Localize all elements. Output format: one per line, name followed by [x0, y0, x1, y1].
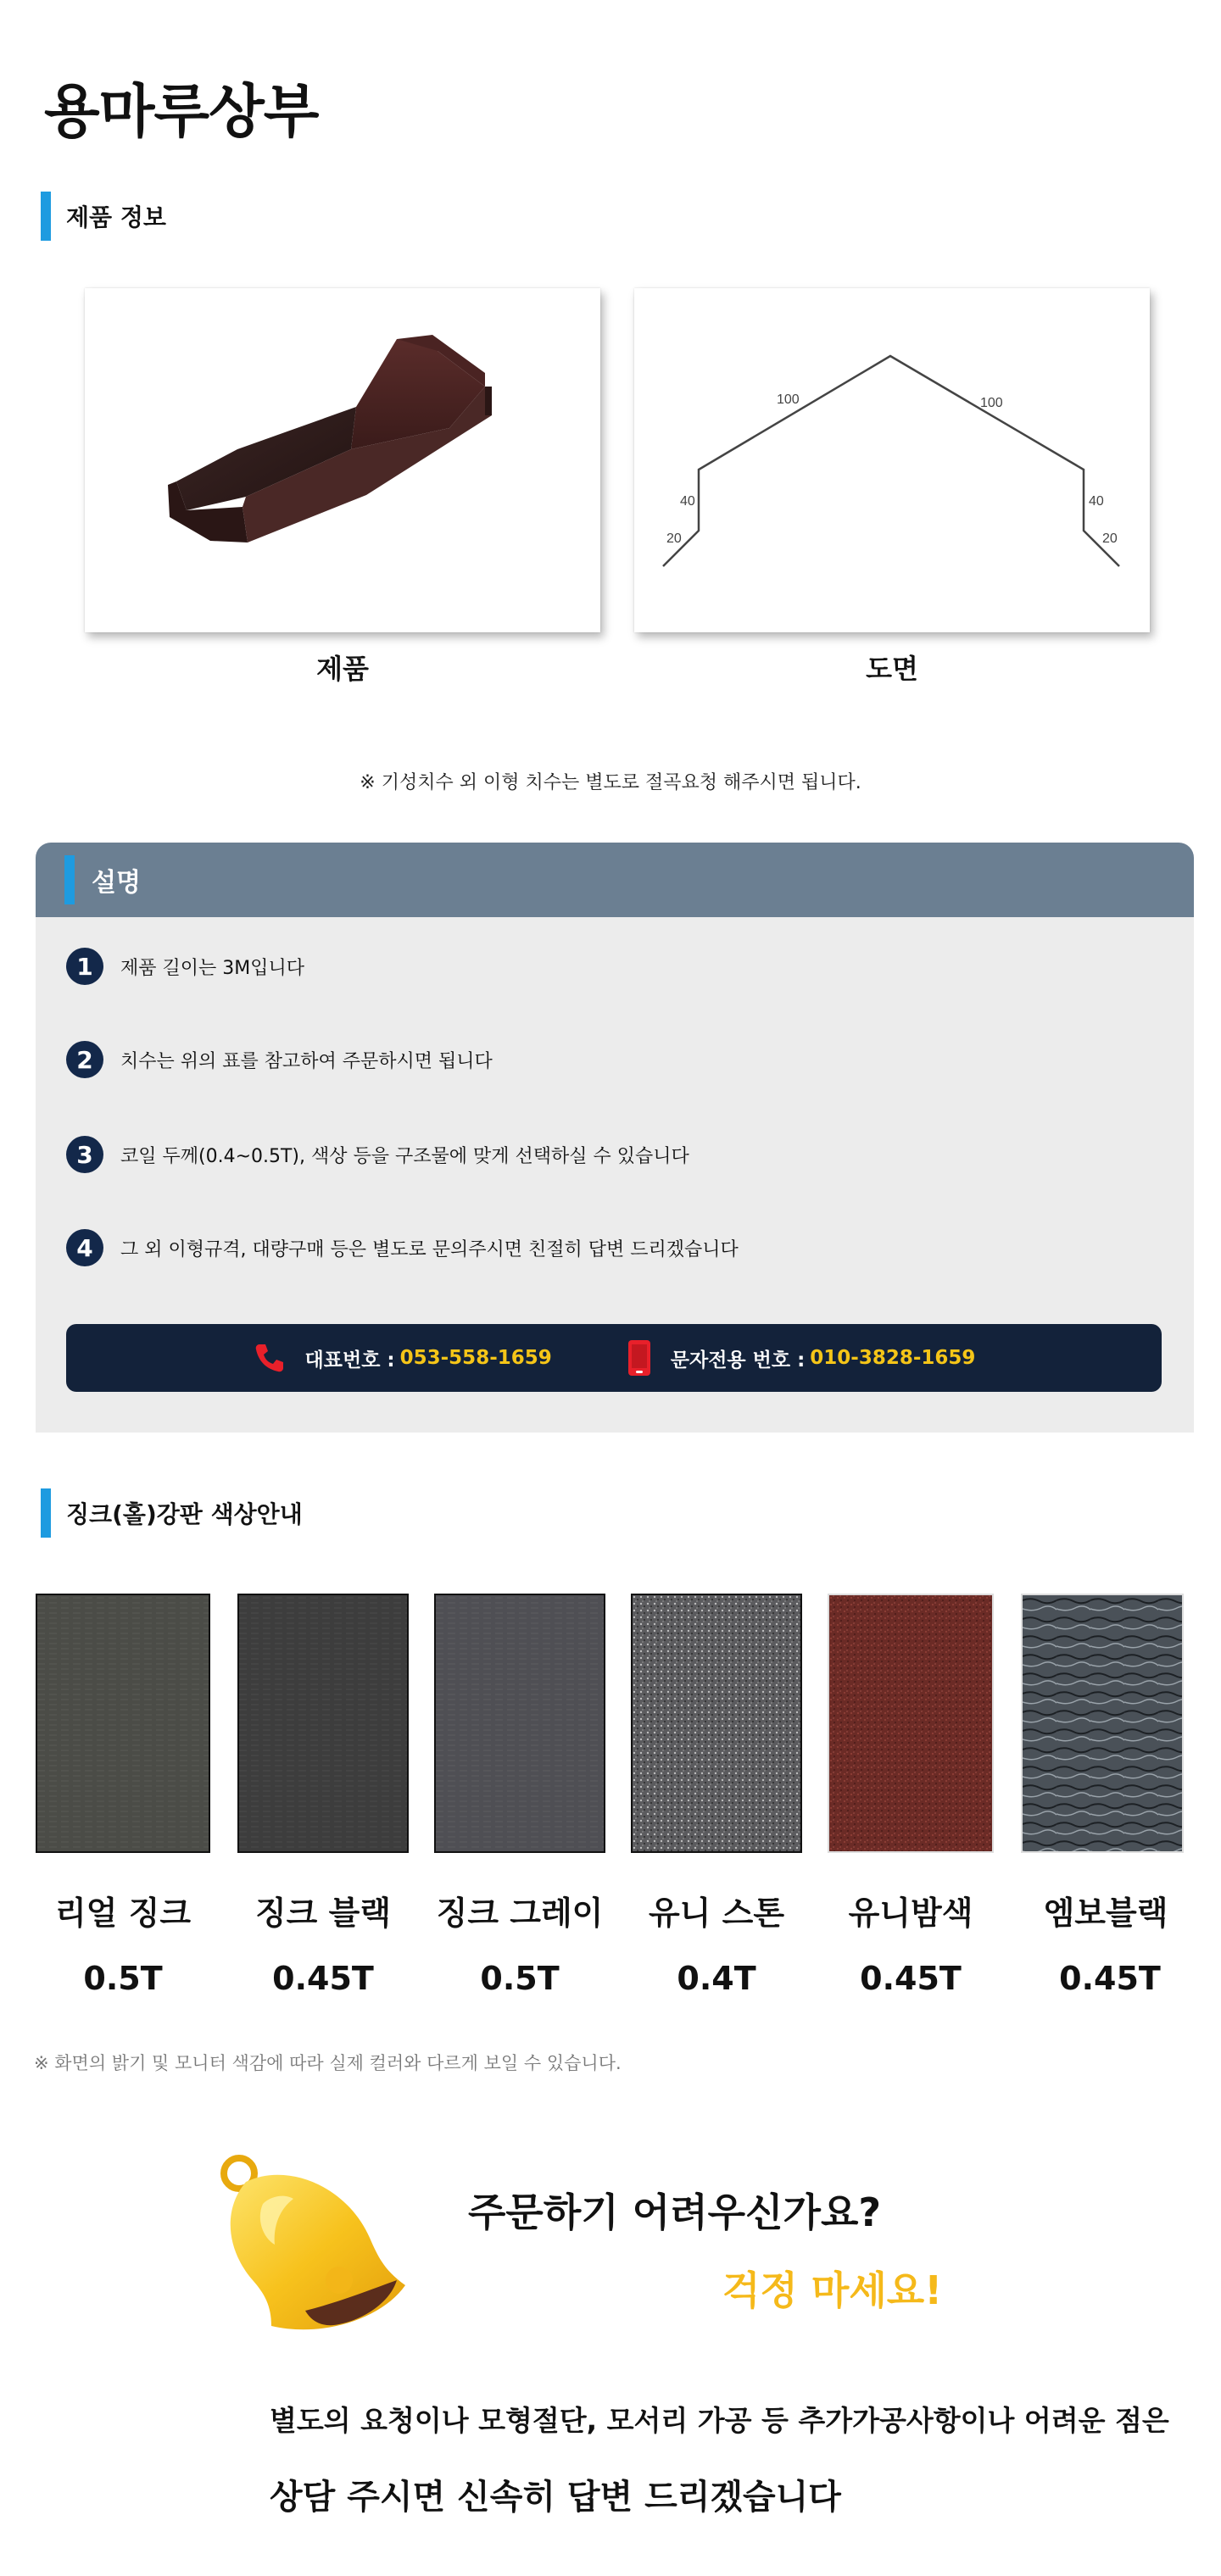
description-text: 치수는 위의 표를 참고하여 주문하시면 됩니다 — [120, 1050, 493, 1072]
swatch-thickness: 0.45T — [1059, 1960, 1161, 1997]
item-number-badge: 1 — [66, 948, 103, 985]
order-help-line-1: 별도의 요청이나 모형절단, 모서리 가공 등 추가가공사항이나 어려운 점은 — [270, 2404, 1169, 2437]
phone-number[interactable]: 053-558-1659 — [399, 1347, 552, 1369]
product-image — [85, 288, 600, 632]
dim-right-flange: 20 — [1102, 531, 1118, 546]
swatch-thickness: 0.45T — [272, 1960, 374, 1997]
item-number-badge: 2 — [66, 1041, 103, 1078]
swatch-texture — [829, 1595, 992, 1851]
swatch-uni-brown — [828, 1594, 994, 1853]
description-item — [66, 948, 304, 985]
swatch-texture — [37, 1595, 209, 1851]
heading-accent-bar — [64, 855, 75, 904]
description-panel — [36, 843, 1194, 1433]
swatch-texture — [239, 1595, 407, 1851]
color-disclaimer: ※ 화면의 밝기 및 모니터 색감에 따라 실제 컬러와 다르게 보일 수 있습니다. — [34, 2053, 622, 2073]
sms-label: 문자전용 번호 : — [670, 1349, 806, 1371]
swatch-name: 징크 블랙 — [254, 1894, 392, 1932]
order-question: 주문하기 어려우신가요? — [468, 2189, 882, 2235]
sms-number[interactable]: 010-3828-1659 — [810, 1347, 976, 1369]
description-text: 제품 길이는 3M입니다 — [120, 957, 304, 979]
dim-right-slope: 100 — [980, 396, 1003, 410]
page-title: 용마루상부 — [44, 79, 319, 146]
custom-size-note: ※ 기성치수 외 이형 치수는 별도로 절곡요청 해주시면 됩니다. — [360, 772, 861, 793]
swatch-name: 리얼 징크 — [54, 1894, 192, 1932]
color-guide-heading — [41, 1488, 303, 1538]
swatch-thickness: 0.5T — [480, 1960, 560, 1997]
heading-accent-bar — [41, 1488, 51, 1538]
swatch-thickness: 0.45T — [860, 1960, 962, 1997]
mobile-icon — [627, 1339, 652, 1377]
swatch-thickness: 0.5T — [83, 1960, 163, 1997]
item-number-badge: 3 — [66, 1136, 103, 1173]
description-text: 코일 두께(0.4~0.5T), 색상 등을 구조물에 맞게 선택하실 수 있습니다 — [120, 1145, 689, 1167]
product-info-heading-text: 제품 정보 — [66, 203, 166, 231]
drawing-caption: 도면 — [866, 653, 918, 685]
swatch-zinc-gray — [434, 1594, 605, 1853]
dim-left-flange: 20 — [666, 531, 682, 546]
sms-contact[interactable] — [627, 1339, 976, 1377]
swatch-texture — [1023, 1595, 1182, 1851]
description-header — [36, 843, 1194, 917]
swatch-zinc-black — [237, 1594, 409, 1853]
drawing-image — [634, 288, 1150, 632]
phone-label: 대표번호 : — [304, 1349, 395, 1371]
swatch-uni-stone — [631, 1594, 802, 1853]
item-number-badge: 4 — [66, 1229, 103, 1266]
dimension-drawing — [634, 288, 1150, 632]
product-info-heading — [41, 192, 166, 241]
description-text: 그 외 이형규격, 대량구매 등은 별도로 문의주시면 친절히 답변 드리겠습니다 — [120, 1238, 739, 1260]
swatch-thickness: 0.4T — [677, 1960, 756, 1997]
swatch-name: 유니밤색 — [848, 1894, 973, 1932]
phone-contact[interactable] — [253, 1341, 552, 1375]
swatch-texture — [436, 1595, 604, 1851]
description-heading: 설명 — [92, 868, 141, 898]
color-guide-heading-text: 징크(홀)강판 색상안내 — [66, 1500, 303, 1528]
contact-bar — [66, 1324, 1162, 1392]
description-item — [66, 1229, 739, 1266]
swatch-embo-black — [1021, 1594, 1184, 1853]
swatch-real-zinc — [36, 1594, 210, 1853]
swatch-name: 엠보블랙 — [1043, 1894, 1168, 1932]
dim-left-side: 40 — [680, 494, 695, 509]
bell-icon — [212, 2145, 415, 2351]
swatch-name: 징크 그레이 — [436, 1894, 604, 1932]
description-item — [66, 1041, 493, 1078]
heading-accent-bar — [41, 192, 51, 241]
description-item — [66, 1136, 689, 1173]
ridge-cap-illustration — [85, 288, 600, 632]
swatch-name: 유니 스톤 — [648, 1894, 785, 1932]
order-reassure: 걱정 마세요! — [722, 2267, 943, 2313]
phone-icon — [253, 1341, 287, 1375]
product-caption: 제품 — [316, 653, 369, 685]
dim-right-side: 40 — [1089, 494, 1104, 509]
swatch-texture — [633, 1595, 800, 1851]
dim-left-slope: 100 — [777, 392, 800, 407]
order-help-line-2: 상담 주시면 신속히 답변 드리겠습니다 — [270, 2478, 841, 2517]
